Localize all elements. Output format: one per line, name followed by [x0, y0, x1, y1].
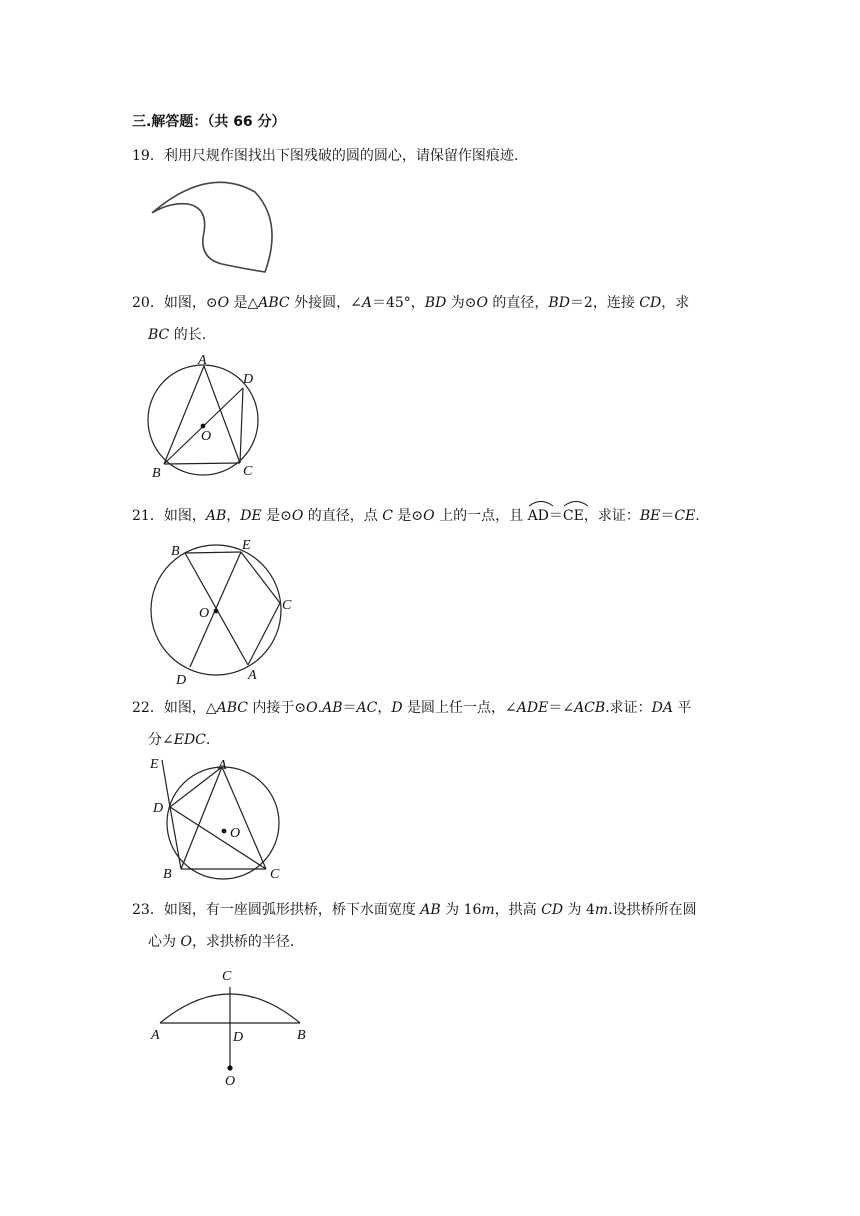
q21-text: ，求证：	[583, 508, 640, 524]
figure-22	[149, 757, 280, 882]
q23-text: 如图，有一座圆弧形拱桥，桥下水面宽度	[163, 902, 421, 918]
q20-var: BD	[548, 295, 570, 311]
q21-text: 如图，	[163, 508, 206, 524]
q21-text: 是⊙	[261, 508, 292, 524]
fig21-label-a: A	[248, 668, 257, 683]
fig23-label-a: A	[151, 1028, 160, 1043]
q22-var: D	[391, 700, 403, 716]
q20-var: A	[361, 295, 372, 311]
fig21-label-c: C	[282, 598, 292, 613]
fig23-label-c: C	[222, 969, 232, 984]
fig23-label-o: O	[225, 1074, 236, 1089]
q20-text: 的直径，	[487, 295, 549, 311]
q23-text: 心为	[148, 934, 181, 950]
q21-number: 21．	[132, 508, 164, 524]
q23-text: 为 16	[440, 902, 482, 918]
fig22-label-b: B	[163, 867, 172, 882]
fig22-label-e: E	[150, 757, 159, 772]
arc-ce-label: CE	[562, 508, 584, 524]
q22-var: ADE	[516, 700, 549, 716]
q22-text: .求证：	[605, 700, 652, 716]
q20-text: 为⊙	[446, 295, 477, 311]
q23-number: 23．	[132, 902, 164, 918]
q21-text: 上的一点，且	[434, 508, 528, 524]
fig21-label-b: B	[171, 544, 180, 559]
q22-text: .	[205, 732, 211, 748]
fig21-label-e: E	[242, 538, 251, 553]
q21-var: DE	[240, 508, 262, 524]
q22-var: ACB	[574, 700, 606, 716]
q22-var: DA	[651, 700, 673, 716]
fig20-label-a: A	[198, 353, 207, 368]
q21-text: 是⊙	[392, 508, 424, 524]
q20-text: ＝45°，	[371, 295, 425, 311]
fig23-label-d: D	[233, 1030, 244, 1045]
q20-text: 的长.	[169, 327, 207, 343]
q20-var: BD	[424, 295, 447, 311]
q22-text: 是圆上任一点，∠	[402, 700, 517, 716]
q23-text: .设拱桥所在圆	[608, 902, 697, 918]
q23-text: ，求拱桥的半径.	[191, 934, 295, 950]
q22-text: ＝∠	[548, 700, 575, 716]
fig22-label-d: D	[153, 801, 164, 816]
q22-text: ＝	[342, 700, 357, 716]
q21-var: C	[382, 508, 393, 524]
fig21-label-d: D	[176, 673, 187, 688]
q21-var: BE	[639, 508, 661, 524]
q20-text: ＝2，连接	[569, 295, 640, 311]
arc-ad-label: AD	[527, 508, 549, 524]
section-title: 三.解答题：（共 66 分）	[132, 114, 286, 130]
fig23-label-b: B	[297, 1028, 306, 1043]
q21-var: O	[423, 508, 435, 524]
q23-var: AB	[420, 902, 441, 918]
q20-text: 外接圆，∠	[289, 295, 362, 311]
q22-number: 22．	[132, 700, 164, 716]
q23-var: m	[594, 902, 609, 918]
fig22-label-c: C	[270, 867, 280, 882]
q23-var: CD	[541, 902, 564, 918]
q21-text: 的直径，点	[303, 508, 383, 524]
fig21-label-o: O	[199, 606, 210, 621]
fig20-label-b: B	[152, 466, 161, 481]
q20-text: ，求	[661, 295, 690, 311]
q22-text: 平	[672, 700, 692, 716]
q22-var: ABC	[216, 700, 248, 716]
q20-var: BC	[148, 327, 170, 343]
figure-19-broken-circle	[152, 182, 272, 272]
q22-text: 内接于⊙	[247, 700, 307, 716]
fig20-label-d: D	[243, 372, 254, 387]
q22-text: 分∠	[148, 732, 174, 748]
figure-23	[150, 969, 306, 1089]
q21-var: CE	[674, 508, 696, 524]
q20-var: O	[217, 295, 230, 311]
figure-21	[151, 538, 292, 688]
q21-text: ＝	[548, 508, 563, 524]
q22-text: .	[317, 700, 323, 716]
q19-number: 19．	[132, 148, 164, 164]
q21-var: AB	[205, 508, 227, 524]
q23-text: ，拱高	[494, 902, 542, 918]
q20-text: 如图，⊙	[163, 295, 218, 311]
figure-20	[148, 353, 258, 481]
q22-var: O	[306, 700, 318, 716]
q20-var: O	[476, 295, 488, 311]
q21-text: ，	[226, 508, 241, 524]
q23-var: m	[481, 902, 495, 918]
q22-var: AB	[322, 700, 343, 716]
q22-text: ，	[377, 700, 392, 716]
q21-text: .	[695, 508, 700, 524]
fig22-label-a: A	[218, 758, 227, 773]
q22-var: AC	[356, 700, 378, 716]
q23-text: 为 4	[563, 902, 595, 918]
q22-text: 如图，△	[163, 700, 217, 716]
q20-text: 是△	[229, 295, 259, 311]
q20-var: CD	[639, 295, 662, 311]
q21-var: O	[291, 508, 304, 524]
q19-text: 利用尺规作图找出下图残破的圆的圆心，请保留作图痕迹.	[163, 148, 519, 164]
q20-var: ABC	[258, 295, 290, 311]
fig22-label-o: O	[230, 826, 241, 841]
q21-text: ＝	[660, 508, 675, 524]
q20-number: 20．	[132, 295, 164, 311]
fig20-label-c: C	[243, 464, 253, 479]
fig20-label-o: O	[201, 429, 212, 444]
q22-var: EDC	[173, 732, 206, 748]
q23-var: O	[180, 934, 192, 950]
